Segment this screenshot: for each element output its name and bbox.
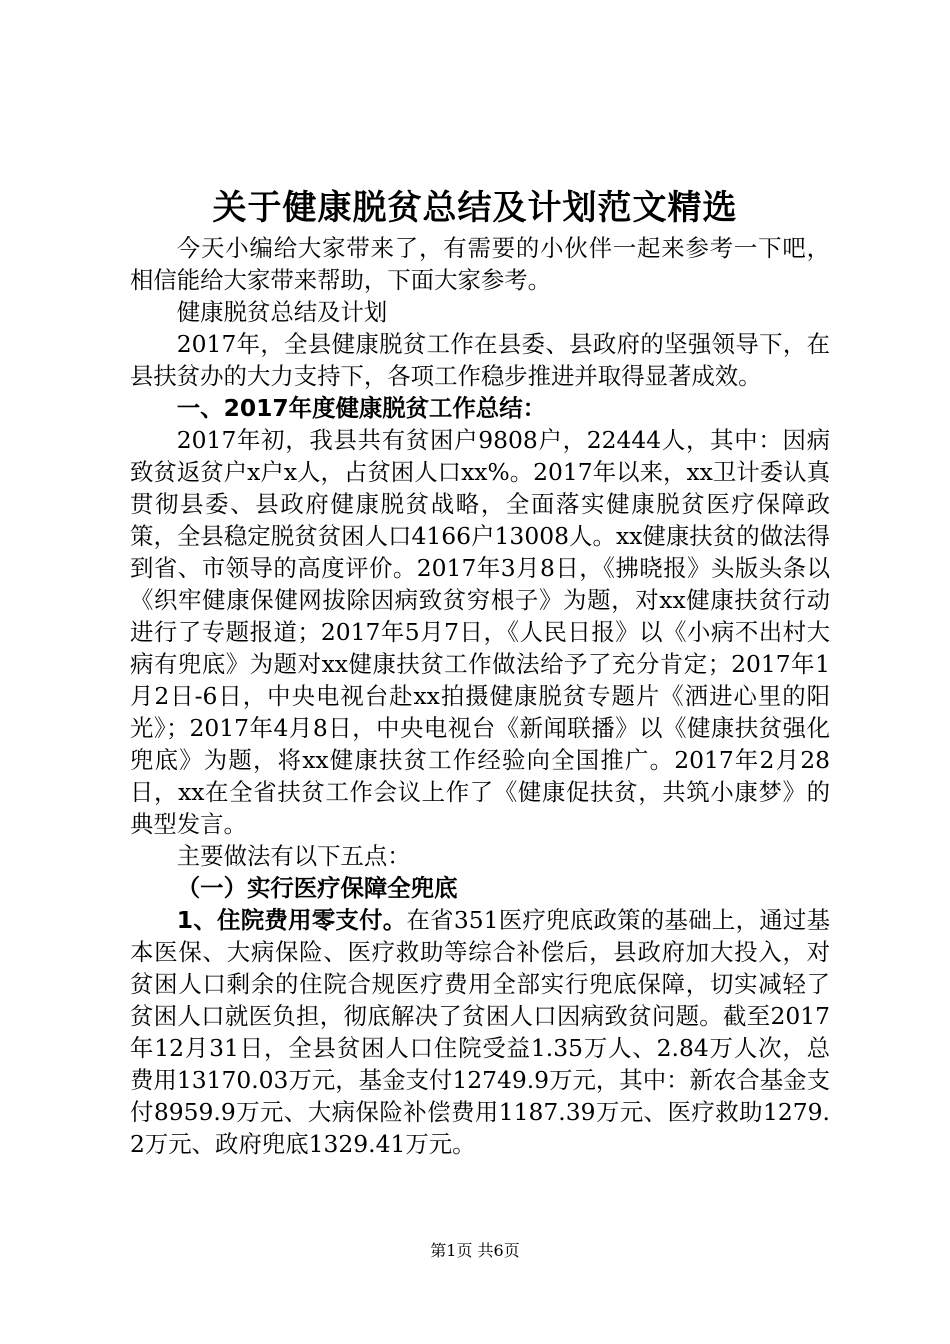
- item-heading-1: 1、住院费用零支付。: [176, 906, 407, 934]
- document-title: 关于健康脱贫总结及计划范文精选: [212, 188, 738, 228]
- section-heading-1: 一、2017年度健康脱贫工作总结：: [176, 394, 546, 422]
- intro-paragraph: 今天小编给大家带来了，有需要的小伙伴一起来参考一下吧，相信能给大家带来帮助，下面大家参考。: [130, 234, 830, 294]
- document-body: [130, 232, 830, 1160]
- summary-paragraph: 2017年初，我县共有贫困户9808户，22444人，其中：因病致贫返贫户x户x人，占贫困人口xx%。2017年以来，xx卫计委认真贯彻县委、县政府健康脱贫战略，全面落实健康脱贫医疗保障政策，全县稳定脱贫贫困人口4166户13008人。xx健康扶贫的做法得到省、市领导的高度评价。2017年3月8日，《拂晓报》头版头条以《织牢健康保健网拔除因病致贫穷根子》为题，对xx健康扶贫行动进行了专题报道；2017年5月7日，《人民日报》以《小病不出村大病有兜底》为题对xx健康扶贫工作做法给予了充分肯定；2017年1月2日-6日，中央电视台赴xx拍摄健康脱贫专题片《洒进心里的阳光》；2017年4月8日，中央电视台《新闻联播》以《健康扶贫强化兜底》为题，将xx健康扶贫工作经验向全国推广。2017年2月28日，xx在全省扶贫工作会议上作了《健康促扶贫，共筑小康梦》的典型发言。: [130, 426, 830, 838]
- subtitle-paragraph: 健康脱贫总结及计划: [176, 298, 388, 326]
- item-text-1: 在省351医疗兜底政策的基础上，通过基本医保、大病保险、医疗救助等综合补偿后，县政府加大投入，对贫困人口剩余的住院合规医疗费用全部实行兜底保障，切实减轻了贫困人口就医负担，彻底解决了贫困人口因病致贫问题。截至2017年12月31日，全县贫困人口住院受益1.35万人、2.84万人次，总费用13170.03万元，基金支付12749.9万元，其中：新农合基金支付8959.9万元、大病保险补偿费用1187.39万元、医疗救助1279.2万元、政府兜底1329.41万元。: [130, 906, 830, 1158]
- overview-paragraph: 2017年，全县健康脱贫工作在县委、县政府的坚强领导下，在县扶贫办的大力支持下，各项工作稳步推进并取得显著成效。: [130, 330, 830, 390]
- item-paragraph-1: [130, 904, 830, 1160]
- subsection-heading-1: （一）实行医疗保障全兜底: [176, 874, 458, 902]
- methods-intro-paragraph: 主要做法有以下五点：: [176, 842, 411, 870]
- page-footer: 第1页 共6页: [430, 1241, 520, 1260]
